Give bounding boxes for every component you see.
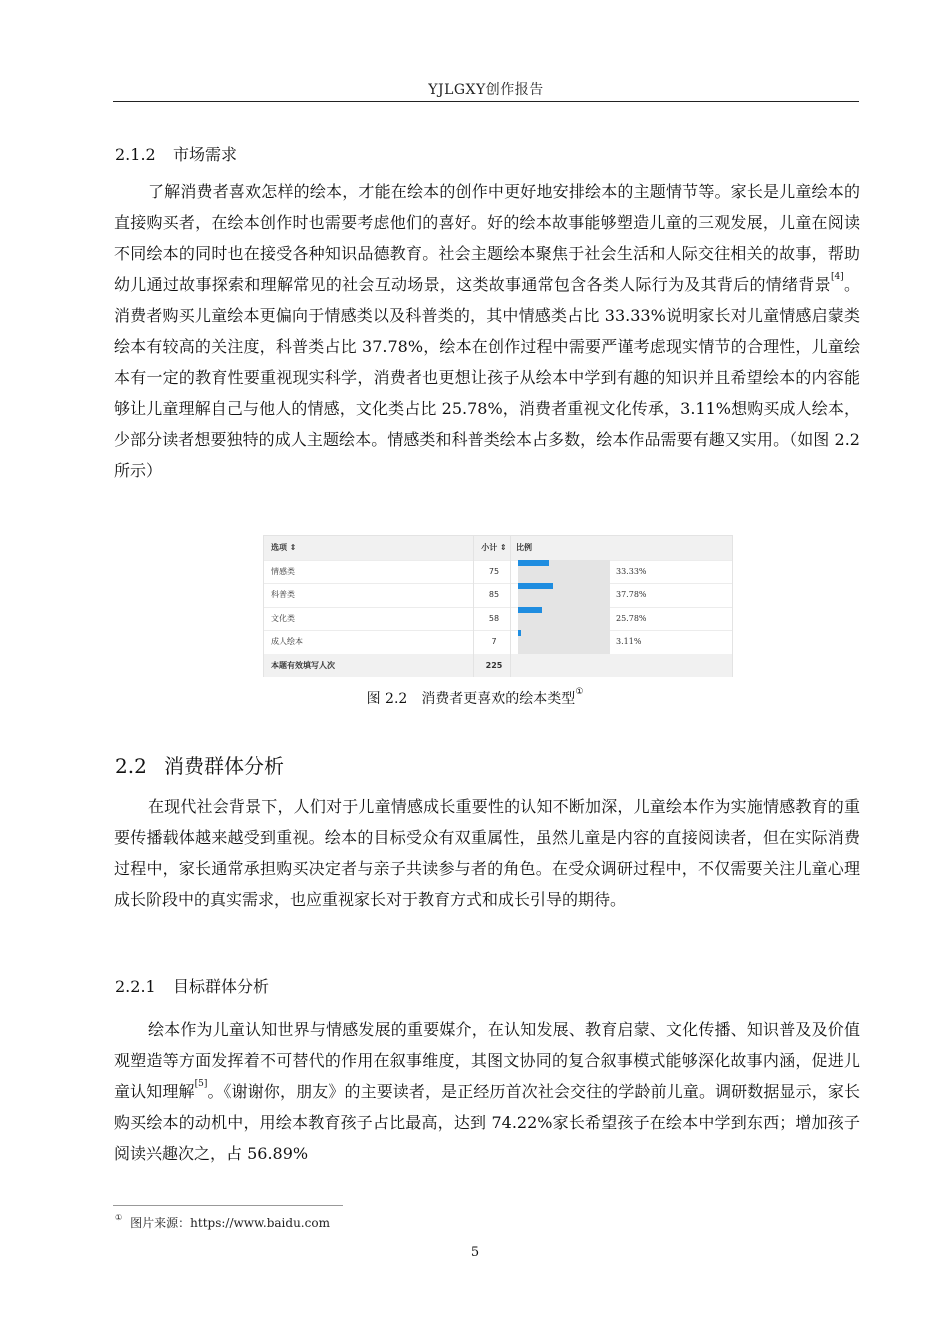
option-label: 文化类	[271, 613, 295, 623]
section-number: 2.2.1	[115, 977, 156, 996]
ratio-bar-fill	[518, 560, 549, 566]
table-row	[264, 630, 732, 655]
paragraph-text: 了解消费者喜欢怎样的绘本，才能在绘本的创作中更好地安排绘本的主题情节等。家长是儿童绘本的直接购买者，在绘本创作时也需要考虑他们的喜好。好的绘本故事能够塑造儿童的三观发展，儿童在阅读不同绘本的同时也在接受各种知识品德教育。社会主题绘本聚焦于社会生活和人际交往相关的故事，帮助幼儿通过故事探索和理解常见的社会互动场景，这类故事通常包含各类人际行为及其背后的情绪背景	[114, 182, 860, 294]
figure-number: 图 2.2	[366, 691, 408, 707]
option-count: 85	[488, 590, 500, 599]
option-percent: 3.11%	[616, 637, 642, 646]
paragraph-market-demand	[114, 176, 860, 486]
ratio-bar-track	[518, 560, 610, 584]
paragraph-text: 。消费者购买儿童绘本更偏向于情感类以及科普类的，其中情感类占比 33.33%说明家长对儿童情感启蒙类绘本有较高的关注度，科普类占比 37.78%，绘本在创作过程中需要严谨考虑现实情节的合理性，儿童绘本有一定的教育性要重视现实科学，消费者也更想让孩子从绘本中学到有趣的知识并且希望绘本的内容能够让儿童理解自己与他人的情感，文化类占比 25.78%，消费者重视文化传承，3.11%想购买成人绘本，少部分读者想要独特的成人主题绘本。情感类和科普类绘本占多数，绘本作品需要有趣又实用。（如图 2.2 所示）	[114, 275, 860, 480]
option-label: 成人绘本	[271, 637, 303, 646]
section-number: 2.2	[115, 754, 147, 778]
option-count: 75	[488, 566, 500, 576]
page-number: 5	[470, 1245, 480, 1260]
running-header: YJLGXY创作报告	[428, 82, 544, 98]
ratio-bar-track	[518, 583, 610, 607]
total-label: 本题有效填写人次	[271, 660, 335, 670]
section-title: 消费群体分析	[164, 754, 284, 778]
section-2-2-heading	[115, 750, 284, 779]
table-row	[264, 583, 732, 608]
table-total-row	[264, 654, 732, 678]
option-count: 58	[488, 613, 500, 623]
ratio-bar-fill	[518, 607, 542, 613]
option-percent: 37.78%	[616, 590, 647, 599]
header-rule	[113, 101, 859, 102]
section-title: 市场需求	[173, 145, 238, 164]
paragraph-text: 。《谢谢你，朋友》的主要读者，是正经历首次社会交往的学龄前儿童。调研数据显示，家长购买绘本的动机中，用绘本教育孩子占比最高，达到 74.22%家长希望孩子在绘本中学到东西；增加孩子阅读兴趣次之，占 56.89%	[114, 1082, 860, 1163]
option-label: 情感类	[271, 566, 295, 576]
survey-result-table	[263, 535, 733, 677]
paragraph-text: 在现代社会背景下，人们对于儿童情感成长重要性的认知不断加深，儿童绘本作为实施情感教育的重要传播载体越来越受到重视。绘本的目标受众有双重属性，虽然儿童是内容的直接阅读者，但在实际消费过程中，家长通常承担购买决定者与亲子共读参与者的角色。在受众调研过程中，不仅需要关注儿童心理成长阶段中的真实需求，也应重视家长对于教育方式和成长引导的期待。	[114, 797, 860, 909]
figure-title: 消费者更喜欢的绘本类型	[421, 691, 576, 707]
table-header-row	[264, 536, 732, 561]
citation-ref[interactable]: [5]	[194, 1079, 208, 1089]
option-percent: 33.33%	[616, 566, 647, 576]
paragraph-text: 绘本作为儿童认知世界与情感发展的重要媒介，在认知发展、教育启蒙、文化传播、知识普及及价值观塑造等方面发挥着不可替代的作用在叙事维度，其图文协同的复合叙事模式能够深化故事内涵，促进儿童认知理解	[114, 1020, 860, 1101]
paragraph-target-group	[114, 1014, 860, 1169]
footnote-rule	[113, 1205, 343, 1206]
section-title: 目标群体分析	[173, 977, 270, 996]
option-count: 7	[491, 637, 497, 646]
ratio-bar-track	[518, 630, 610, 654]
section-number: 2.1.2	[115, 145, 156, 164]
column-header-count: 小计 ⇕	[481, 543, 507, 552]
footnote-text: 图片来源：https://www.baidu.com	[130, 1216, 330, 1230]
figure-caption	[0, 688, 950, 708]
total-count: 225	[485, 660, 503, 670]
footnote	[115, 1214, 330, 1231]
section-2-1-2-heading	[115, 142, 237, 165]
table-row	[264, 607, 732, 632]
footnote-mark[interactable]: ①	[575, 687, 584, 697]
column-header-option: 选项 ⇕	[271, 543, 297, 552]
paragraph-consumer-analysis	[114, 791, 860, 915]
citation-ref[interactable]: [4]	[830, 272, 844, 282]
column-header-ratio: 比例	[516, 543, 532, 552]
ratio-bar-fill	[518, 630, 521, 636]
section-2-2-1-heading	[115, 974, 269, 997]
ratio-bar-track	[518, 607, 610, 631]
option-percent: 25.78%	[616, 613, 647, 623]
ratio-bar-fill	[518, 583, 553, 589]
table-row	[264, 560, 732, 585]
footnote-mark: ①	[115, 1213, 123, 1222]
option-label: 科普类	[271, 590, 295, 599]
